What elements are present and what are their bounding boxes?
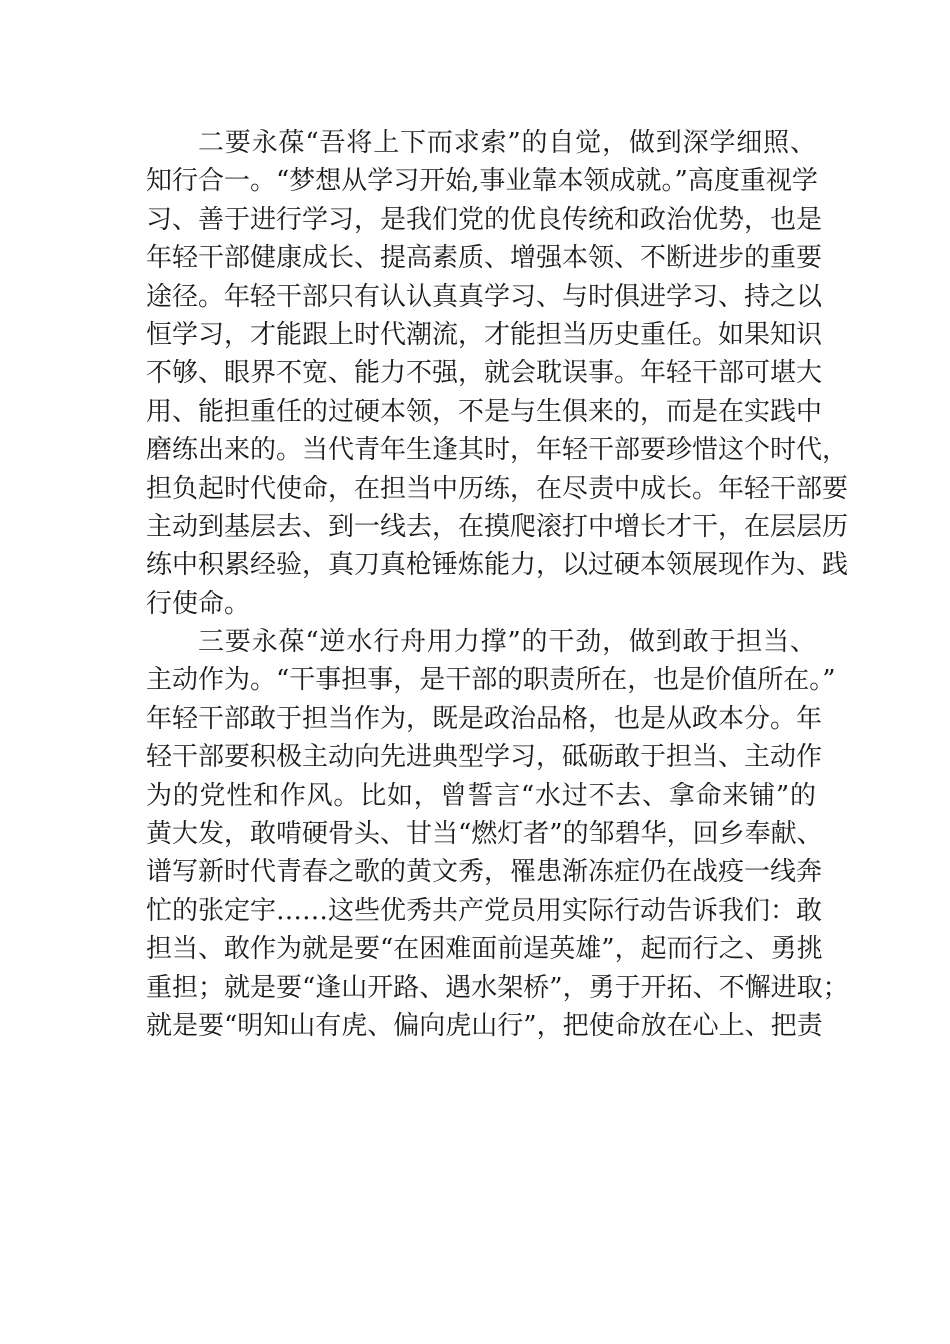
- paragraph-2-line-6: 黄大发，敢啃硬骨头、甘当“燃灯者”的邹碧华，回乡奉献、: [146, 819, 823, 850]
- paragraph-1-line-10: 担负起时代使命，在担当中历练，在尽责中成长。年轻干部要: [146, 473, 849, 504]
- paragraph-2-line-9: 担当、敢作为就是要“在困难面前逞英雄”，起而行之、勇挑: [146, 934, 823, 965]
- paragraph-1-line-7: 不够、眼界不宽、能力不强，就会耽误事。年轻干部可堪大: [146, 358, 823, 389]
- paragraph-2-line-4: 轻干部要积极主动向先进典型学习，砥砺敢于担当、主动作: [146, 742, 823, 773]
- paragraph-2-line-10: 重担；就是要“逢山开路、遇水架桥”，勇于开拓、不懈进取；: [146, 972, 849, 1003]
- paragraph-2-line-11: 就是要“明知山有虎、偏向虎山行”，把使命放在心上、把责: [146, 1010, 823, 1041]
- paragraph-1-line-6: 恒学习，才能跟上时代潮流，才能担当历史重任。如果知识: [146, 319, 823, 350]
- paragraph-1-line-9: 磨练出来的。当代青年生逢其时，年轻干部要珍惜这个时代，: [146, 435, 849, 466]
- paragraph-1-line-11: 主动到基层去、到一线去，在摸爬滚打中增长才干，在层层历: [146, 511, 849, 542]
- paragraph-2-line-3: 年轻干部敢于担当作为，既是政治品格，也是从政本分。年: [146, 703, 823, 734]
- paragraph-1-line-8: 用、能担重任的过硬本领，不是与生俱来的，而是在实践中: [146, 396, 823, 427]
- paragraph-2-line-5: 为的党性和作风。比如，曾誓言“水过不去、拿命来铺”的: [146, 780, 816, 811]
- paragraph-1-line-4: 年轻干部健康成长、提高素质、增强本领、不断进步的重要: [146, 243, 823, 274]
- paragraph-2-line-2: 主动作为。“干事担事，是干部的职责所在，也是价值所在。”: [146, 665, 836, 696]
- paragraph-1-line-3: 习、善于进行学习，是我们党的优良传统和政治优势，也是: [146, 204, 823, 235]
- paragraph-1-line-5: 途径。年轻干部只有认认真真学习、与时俱进学习、持之以: [146, 281, 823, 312]
- paragraph-2-line-8: 忙的张定宇……这些优秀共产党员用实际行动告诉我们：敢: [146, 895, 823, 926]
- paragraph-1-line-13: 行使命。: [146, 588, 251, 619]
- paragraph-2-line-7: 谱写新时代青春之歌的黄文秀，罹患渐冻症仍在战疫一线奔: [146, 857, 823, 888]
- paragraph-1-line-12: 练中积累经验，真刀真枪锤炼能力，以过硬本领展现作为、践: [146, 550, 849, 581]
- paragraph-1-line-2: 知行合一。“梦想从学习开始,事业靠本领成就。”高度重视学: [146, 166, 818, 197]
- body-text: [146, 124, 849, 1045]
- paragraph-2-line-1: 三要永葆“逆水行舟用力撑”的干劲，做到敢于担当、: [198, 627, 816, 658]
- paragraph-1-line-1: 二要永葆“吾将上下而求索”的自觉，做到深学细照、: [198, 128, 816, 158]
